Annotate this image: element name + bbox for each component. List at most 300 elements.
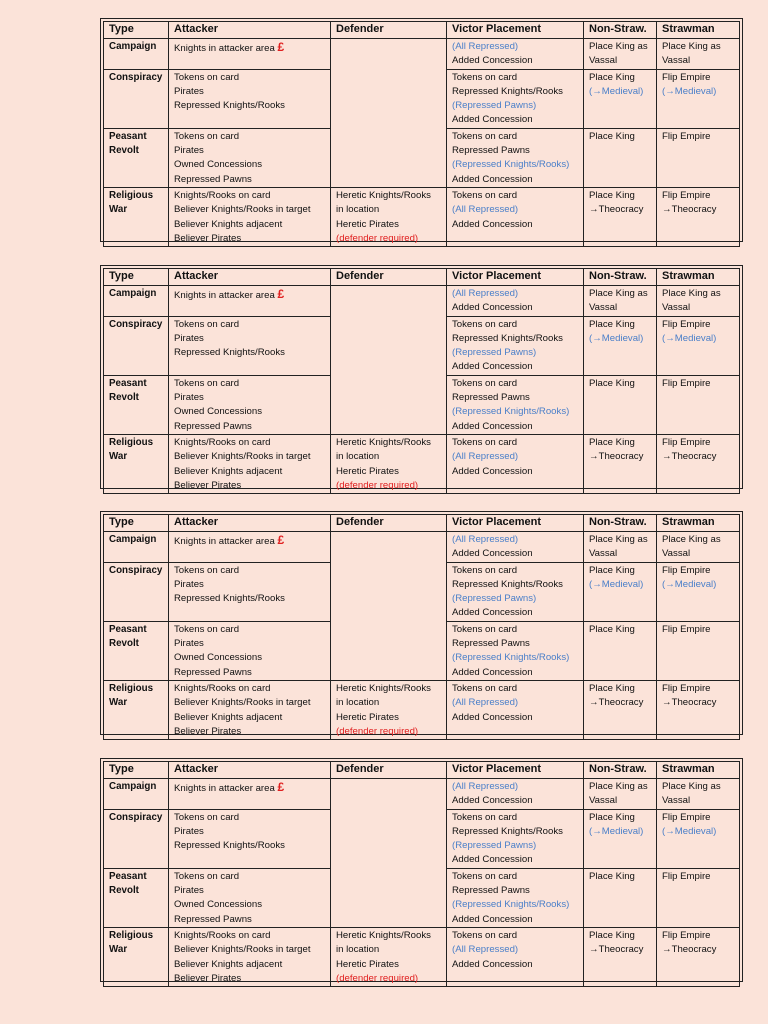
cell-line: Tokens on card — [452, 71, 518, 83]
cell-line: Repressed Pawns — [452, 392, 530, 404]
pound-symbol: £ — [277, 533, 285, 547]
victor-cell — [447, 375, 584, 434]
cell-line: Peasant — [109, 130, 147, 142]
cell-line: Revolt — [109, 885, 139, 897]
cell-line: War — [109, 944, 128, 956]
nonstraw-cell — [584, 927, 657, 986]
type-cell — [104, 680, 169, 739]
strawman-cell — [657, 187, 740, 246]
cell-line: Heretic Pirates — [336, 465, 399, 477]
cell-line: Campaign — [109, 41, 157, 52]
cell-line: Heretic Knights/Rooks — [336, 682, 431, 694]
victor-cell — [447, 434, 584, 493]
cell-line: Religious — [109, 436, 154, 448]
cell-line: Pirates — [174, 332, 204, 344]
strawman-cell — [657, 562, 740, 621]
cell-line: Place King — [589, 811, 635, 823]
cell-line: Tokens on card — [174, 811, 240, 823]
column-header: Non-Straw. — [584, 762, 657, 779]
cell-line: Knights in attacker area — [174, 290, 275, 301]
type-cell — [104, 69, 169, 128]
column-header: Non-Straw. — [584, 22, 657, 39]
cell-line: Repressed Pawns — [452, 145, 530, 157]
table-row-campaign — [104, 779, 740, 810]
cell-line: Repressed Pawns — [174, 666, 252, 678]
pound-symbol: £ — [277, 40, 285, 54]
cell-line: Added Concession — [452, 361, 533, 373]
cell-line: Peasant — [109, 377, 147, 389]
defender-cell — [331, 434, 447, 493]
cell-line: Added Concession — [452, 420, 533, 432]
cell-line: Believer Knights/Rooks in target — [174, 697, 311, 709]
cell-line: Revolt — [109, 145, 139, 157]
cell-line: (All Repressed) — [452, 534, 519, 545]
column-header: Victor Placement — [447, 269, 584, 286]
cell-line: →Theocracy — [589, 204, 644, 216]
victor-cell — [447, 779, 584, 810]
attacker-cell — [169, 69, 331, 128]
cell-line: (defender required) — [336, 479, 419, 491]
cell-line: Place King as — [589, 781, 648, 792]
cell-line: Peasant — [109, 870, 147, 882]
table-row-religious-war — [104, 927, 740, 986]
reference-card — [100, 758, 743, 982]
cell-line: Vassal — [662, 548, 691, 560]
cell-line: (→Medieval) — [589, 578, 644, 590]
cell-line: Place King — [589, 436, 635, 448]
cell-line: Flip Empire — [662, 870, 711, 882]
cell-line: Believer Knights adjacent — [174, 958, 283, 970]
cell-line: Flip Empire — [662, 436, 711, 448]
nonstraw-cell — [584, 562, 657, 621]
cell-line: Place King as — [662, 41, 721, 52]
cell-line: Added Concession — [452, 607, 533, 619]
nonstraw-cell — [584, 39, 657, 70]
cell-line: →Theocracy — [589, 944, 644, 956]
column-header: Type — [104, 22, 169, 39]
cell-line: Repressed Knights/Rooks — [452, 825, 563, 837]
column-header: Defender — [331, 22, 447, 39]
cell-line: Tokens on card — [174, 377, 240, 389]
cell-line: →Theocracy — [589, 451, 644, 463]
cell-line: (Repressed Knights/Rooks) — [452, 406, 570, 418]
cell-line: Vassal — [662, 55, 691, 67]
type-cell — [104, 39, 169, 70]
cell-line: Added Concession — [452, 548, 533, 560]
victor-cell — [447, 809, 584, 868]
cell-line: Repressed Knights/Rooks — [452, 578, 563, 590]
attacker-cell — [169, 187, 331, 246]
reference-card — [100, 18, 743, 242]
cell-line: Tokens on card — [174, 71, 240, 83]
column-header: Type — [104, 762, 169, 779]
type-cell — [104, 434, 169, 493]
cell-line: Pirates — [174, 885, 204, 897]
cell-line: Believer Knights adjacent — [174, 465, 283, 477]
column-header: Defender — [331, 762, 447, 779]
cell-line: Pirates — [174, 638, 204, 650]
cell-line: (→Medieval) — [662, 85, 717, 97]
action-table — [103, 761, 740, 987]
cell-line: Peasant — [109, 623, 147, 635]
cell-line: Conspiracy — [109, 811, 163, 823]
cell-line: Place King as — [589, 534, 648, 545]
cell-line: Added Concession — [452, 465, 533, 477]
nonstraw-cell — [584, 621, 657, 680]
cell-line: Tokens on card — [174, 564, 240, 576]
victor-cell — [447, 868, 584, 927]
type-cell — [104, 187, 169, 246]
cell-line: Knights in attacker area — [174, 783, 275, 794]
cell-line: Added Concession — [452, 218, 533, 230]
cell-line: Repressed Pawns — [452, 885, 530, 897]
cell-line: Knights in attacker area — [174, 43, 275, 54]
cell-line: Tokens on card — [452, 564, 518, 576]
strawman-cell — [657, 316, 740, 375]
strawman-cell — [657, 39, 740, 70]
cell-line: Owned Concessions — [174, 406, 262, 418]
cell-line: Tokens on card — [174, 130, 240, 142]
cell-line: Heretic Pirates — [336, 711, 399, 723]
cell-line: Vassal — [589, 55, 618, 67]
attacker-cell — [169, 39, 331, 70]
strawman-cell — [657, 927, 740, 986]
nonstraw-cell — [584, 316, 657, 375]
cell-line: Flip Empire — [662, 318, 711, 330]
cell-line: Believer Knights/Rooks in target — [174, 204, 311, 216]
cell-line: (→Medieval) — [662, 332, 717, 344]
cell-line: Religious — [109, 189, 154, 201]
cell-line: (All Repressed) — [452, 944, 519, 956]
type-cell — [104, 927, 169, 986]
column-header: Non-Straw. — [584, 269, 657, 286]
attacker-cell — [169, 927, 331, 986]
reference-card — [100, 265, 743, 489]
cell-line: (defender required) — [336, 972, 419, 984]
cell-line: Flip Empire — [662, 71, 711, 83]
cell-line: Tokens on card — [174, 870, 240, 882]
victor-cell — [447, 128, 584, 187]
cell-line: Place King as — [589, 41, 648, 52]
cell-line: Heretic Pirates — [336, 958, 399, 970]
cell-line: Added Concession — [452, 958, 533, 970]
cell-line: Pirates — [174, 392, 204, 404]
cell-line: Repressed Pawns — [174, 173, 252, 185]
strawman-cell — [657, 868, 740, 927]
cell-line: Repressed Knights/Rooks — [174, 593, 285, 605]
cell-line: Religious — [109, 929, 154, 941]
cell-line: Tokens on card — [452, 436, 518, 448]
cell-line: Knights/Rooks on card — [174, 189, 271, 201]
nonstraw-cell — [584, 532, 657, 563]
cell-line: Knights/Rooks on card — [174, 682, 271, 694]
victor-cell — [447, 680, 584, 739]
cell-line: Knights in attacker area — [174, 536, 275, 547]
cell-line: (All Repressed) — [452, 288, 519, 299]
strawman-cell — [657, 621, 740, 680]
cell-line: Flip Empire — [662, 377, 711, 389]
cell-line: Added Concession — [452, 913, 533, 925]
nonstraw-cell — [584, 375, 657, 434]
cell-line: Repressed Pawns — [174, 913, 252, 925]
defender-cell — [331, 39, 447, 188]
cell-line: Tokens on card — [452, 623, 518, 635]
cell-line: (All Repressed) — [452, 697, 519, 709]
type-cell — [104, 286, 169, 317]
cell-line: Added Concession — [452, 55, 533, 67]
cell-line: (Repressed Knights/Rooks) — [452, 159, 570, 171]
action-table — [103, 268, 740, 494]
cell-line: in location — [336, 944, 380, 956]
table-row-campaign — [104, 286, 740, 317]
column-header: Victor Placement — [447, 762, 584, 779]
table-row-religious-war — [104, 434, 740, 493]
attacker-cell — [169, 809, 331, 868]
cell-line: (All Repressed) — [452, 451, 519, 463]
type-cell — [104, 562, 169, 621]
column-header: Type — [104, 269, 169, 286]
type-cell — [104, 316, 169, 375]
cell-line: Repressed Knights/Rooks — [452, 332, 563, 344]
cell-line: War — [109, 697, 128, 709]
header-row — [104, 269, 740, 286]
strawman-cell — [657, 532, 740, 563]
cell-line: Place King — [589, 929, 635, 941]
cell-line: War — [109, 451, 128, 463]
type-cell — [104, 621, 169, 680]
cell-line: Campaign — [109, 781, 157, 792]
cell-line: →Theocracy — [662, 451, 717, 463]
cell-line: Pirates — [174, 825, 204, 837]
attacker-cell — [169, 779, 331, 810]
nonstraw-cell — [584, 868, 657, 927]
cell-line: (All Repressed) — [452, 41, 519, 52]
cell-line: Place King — [589, 318, 635, 330]
reference-card — [100, 511, 743, 735]
attacker-cell — [169, 680, 331, 739]
cell-line: Tokens on card — [452, 929, 518, 941]
cell-line: Revolt — [109, 638, 139, 650]
cell-line: Religious — [109, 682, 154, 694]
strawman-cell — [657, 128, 740, 187]
nonstraw-cell — [584, 809, 657, 868]
column-header: Attacker — [169, 762, 331, 779]
cell-line: Heretic Knights/Rooks — [336, 189, 431, 201]
nonstraw-cell — [584, 680, 657, 739]
cell-line: Believer Knights/Rooks in target — [174, 944, 311, 956]
cell-line: Heretic Knights/Rooks — [336, 929, 431, 941]
victor-cell — [447, 316, 584, 375]
victor-cell — [447, 532, 584, 563]
attacker-cell — [169, 375, 331, 434]
cell-line: Flip Empire — [662, 623, 711, 635]
cell-line: Tokens on card — [174, 318, 240, 330]
pound-symbol: £ — [277, 780, 285, 794]
cell-line: Believer Knights/Rooks in target — [174, 451, 311, 463]
cell-line: Believer Pirates — [174, 972, 242, 984]
cell-line: Place King — [589, 623, 635, 635]
cell-line: Flip Empire — [662, 811, 711, 823]
cell-line: Repressed Pawns — [452, 638, 530, 650]
victor-cell — [447, 69, 584, 128]
nonstraw-cell — [584, 187, 657, 246]
defender-cell — [331, 927, 447, 986]
strawman-cell — [657, 680, 740, 739]
cell-line: Repressed Knights/Rooks — [174, 100, 285, 112]
attacker-cell — [169, 434, 331, 493]
defender-cell — [331, 532, 447, 681]
cell-line: Believer Pirates — [174, 232, 242, 244]
cell-line: Place King — [589, 682, 635, 694]
attacker-cell — [169, 286, 331, 317]
strawman-cell — [657, 286, 740, 317]
nonstraw-cell — [584, 434, 657, 493]
cell-line: Vassal — [662, 302, 691, 314]
cell-line: Vassal — [589, 302, 618, 314]
cell-line: (Repressed Pawns) — [452, 100, 537, 112]
column-header: Strawman — [657, 22, 740, 39]
strawman-cell — [657, 779, 740, 810]
strawman-cell — [657, 809, 740, 868]
cell-line: Believer Knights adjacent — [174, 218, 283, 230]
cell-line: (Repressed Pawns) — [452, 593, 537, 605]
strawman-cell — [657, 375, 740, 434]
cell-line: Heretic Pirates — [336, 218, 399, 230]
nonstraw-cell — [584, 286, 657, 317]
cell-line: Tokens on card — [452, 318, 518, 330]
cell-line: Flip Empire — [662, 189, 711, 201]
type-cell — [104, 809, 169, 868]
column-header: Attacker — [169, 515, 331, 532]
table-row-campaign — [104, 39, 740, 70]
header-row — [104, 22, 740, 39]
column-header: Strawman — [657, 269, 740, 286]
victor-cell — [447, 927, 584, 986]
column-header: Defender — [331, 269, 447, 286]
cell-line: War — [109, 204, 128, 216]
strawman-cell — [657, 434, 740, 493]
attacker-cell — [169, 532, 331, 563]
cell-line: Added Concession — [452, 114, 533, 126]
type-cell — [104, 868, 169, 927]
column-header: Strawman — [657, 515, 740, 532]
cell-line: (→Medieval) — [662, 825, 717, 837]
attacker-cell — [169, 621, 331, 680]
cell-line: Place King — [589, 130, 635, 142]
cell-line: Repressed Pawns — [174, 420, 252, 432]
cell-line: Revolt — [109, 392, 139, 404]
cell-line: Tokens on card — [452, 130, 518, 142]
pound-symbol: £ — [277, 287, 285, 301]
column-header: Type — [104, 515, 169, 532]
cell-line: in location — [336, 204, 380, 216]
defender-cell — [331, 187, 447, 246]
cell-line: Flip Empire — [662, 929, 711, 941]
strawman-cell — [657, 69, 740, 128]
cell-line: (→Medieval) — [662, 578, 717, 590]
cell-line: Added Concession — [452, 711, 533, 723]
cell-line: (→Medieval) — [589, 332, 644, 344]
cell-line: Tokens on card — [452, 189, 518, 201]
attacker-cell — [169, 868, 331, 927]
cell-line: Place King — [589, 564, 635, 576]
column-header: Defender — [331, 515, 447, 532]
cell-line: Place King — [589, 870, 635, 882]
cell-line: Repressed Knights/Rooks — [174, 347, 285, 359]
cell-line: Tokens on card — [452, 870, 518, 882]
cell-line: Campaign — [109, 534, 157, 545]
victor-cell — [447, 39, 584, 70]
cell-line: (→Medieval) — [589, 85, 644, 97]
cell-line: Place King as — [589, 288, 648, 299]
header-row — [104, 762, 740, 779]
cell-line: Added Concession — [452, 795, 533, 807]
cell-line: Added Concession — [452, 302, 533, 314]
action-table — [103, 21, 740, 247]
type-cell — [104, 779, 169, 810]
cell-line: Added Concession — [452, 173, 533, 185]
defender-cell — [331, 779, 447, 928]
cell-line: Tokens on card — [452, 377, 518, 389]
victor-cell — [447, 187, 584, 246]
cell-line: Vassal — [662, 795, 691, 807]
cell-line: Believer Pirates — [174, 479, 242, 491]
column-header: Attacker — [169, 22, 331, 39]
cell-line: in location — [336, 451, 380, 463]
table-row-campaign — [104, 532, 740, 563]
cell-line: Knights/Rooks on card — [174, 436, 271, 448]
cell-line: Place King as — [662, 288, 721, 299]
cell-line: Owned Concessions — [174, 899, 262, 911]
column-header: Strawman — [657, 762, 740, 779]
type-cell — [104, 532, 169, 563]
victor-cell — [447, 286, 584, 317]
cell-line: →Theocracy — [662, 697, 717, 709]
cell-line: Knights/Rooks on card — [174, 929, 271, 941]
victor-cell — [447, 562, 584, 621]
cell-line: Pirates — [174, 85, 204, 97]
cell-line: Place King as — [662, 781, 721, 792]
column-header: Non-Straw. — [584, 515, 657, 532]
attacker-cell — [169, 316, 331, 375]
defender-cell — [331, 680, 447, 739]
nonstraw-cell — [584, 128, 657, 187]
cell-line: Owned Concessions — [174, 652, 262, 664]
action-table — [103, 514, 740, 740]
cell-line: Believer Pirates — [174, 725, 242, 737]
type-cell — [104, 375, 169, 434]
cell-line: Flip Empire — [662, 682, 711, 694]
type-cell — [104, 128, 169, 187]
cell-line: Believer Knights adjacent — [174, 711, 283, 723]
cell-line: Vassal — [589, 795, 618, 807]
attacker-cell — [169, 128, 331, 187]
nonstraw-cell — [584, 69, 657, 128]
cell-line: (Repressed Pawns) — [452, 840, 537, 852]
cell-line: Conspiracy — [109, 564, 163, 576]
cell-line: Flip Empire — [662, 564, 711, 576]
cell-line: (Repressed Knights/Rooks) — [452, 652, 570, 664]
cell-line: (All Repressed) — [452, 204, 519, 216]
table-row-religious-war — [104, 187, 740, 246]
column-header: Victor Placement — [447, 515, 584, 532]
cell-line: →Theocracy — [662, 204, 717, 216]
header-row — [104, 515, 740, 532]
victor-cell — [447, 621, 584, 680]
cell-line: Pirates — [174, 145, 204, 157]
cell-line: Flip Empire — [662, 130, 711, 142]
cell-line: Place King — [589, 377, 635, 389]
